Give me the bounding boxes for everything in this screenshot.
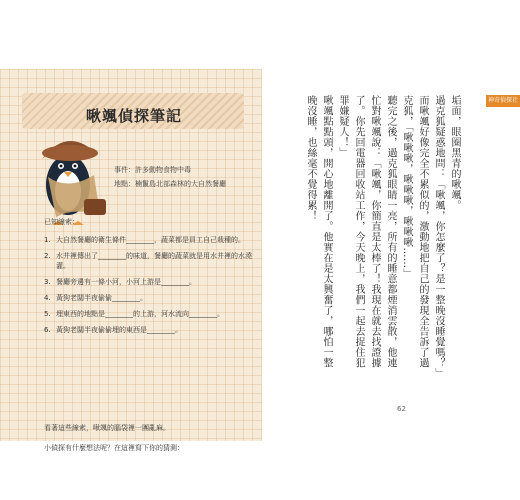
journal-title: 啾颯偵探筆記 [86, 107, 183, 125]
penguin-detective-illustration [18, 119, 122, 231]
clue-text: 大自然餐廳的衛生條件________，蔬菜都是員工自己栽種的。 [56, 236, 245, 244]
page-number: 62 [397, 405, 406, 413]
clue-number: 4. [44, 294, 51, 302]
clue-text: 餐廳旁邊有一條小河，小河上游是________。 [56, 278, 196, 286]
case-line: 事件：許多動物食物中毒 [114, 166, 191, 174]
clue-item [44, 235, 254, 245]
clue-text: 黃狗老闆半夜偷偷________。 [56, 294, 147, 302]
chapter-tag: 神奇偵探社 [486, 95, 520, 107]
left-page [0, 69, 262, 452]
clue-number: 2. [44, 252, 51, 260]
clue-number: 1. [44, 236, 51, 244]
clue-item [44, 251, 254, 271]
right-page [263, 69, 520, 441]
story-paragraph: 聽完之後，過克狐眼睛一亮，所有的睡意都煙消雲散，他連忙對啾颯說：「啾颯，你簡直是太棒了！我現在就去找證據了。你先回電器回收站工作，今天晚上，我們一起去捉住犯罪嫌疑人！」 [337, 95, 396, 368]
clue-item [44, 293, 254, 303]
clue-number: 5. [44, 310, 51, 318]
closing-line-2: 小偵探有什麼想法呢？在這裡寫下你的猜測： [44, 444, 184, 452]
clue-text: 埋東西的地點是________的上游，河水流向________。 [56, 310, 224, 318]
closing-line-1: 看著這些線索，啾颯的腦袋裡一團亂麻。 [44, 424, 170, 432]
clue-text: 黃狗老闆半夜偷偷埋的東西是________。 [56, 326, 182, 334]
place-line: 地點：楠鬣島北部森林的大自然餐廳 [114, 180, 226, 188]
story-text [302, 95, 462, 379]
clue-item [44, 325, 254, 335]
clue-number: 3. [44, 278, 51, 286]
clue-heading: 已知線索： [44, 218, 79, 226]
clue-list [44, 217, 254, 341]
story-paragraph: 啾颯點點頭，開心地離開了。他實在是太興奮了，哪怕一整晚沒睡，也絲毫不覺得累！ [305, 95, 332, 368]
story-paragraph: 過克狐疑惑地問：「啾颯，你怎麼了？是一整晚沒睡覺嗎？」 [433, 95, 444, 379]
clue-number: 6. [44, 326, 51, 334]
clue-text: 水井裡傳出了________的味道，餐廳的蔬菜就是用水井裡的水澆灌。 [56, 252, 252, 270]
story-paragraph: 而啾颯好像完全不累似的，激動地把自己的發現全告訴了過克狐，「啾啾啾，啾啾啾，啾啾啾……」 [401, 95, 428, 368]
clue-item [44, 309, 254, 319]
story-paragraph: 垢面，眼圈黑青的啾颯。 [449, 95, 460, 211]
clue-item [44, 277, 254, 287]
